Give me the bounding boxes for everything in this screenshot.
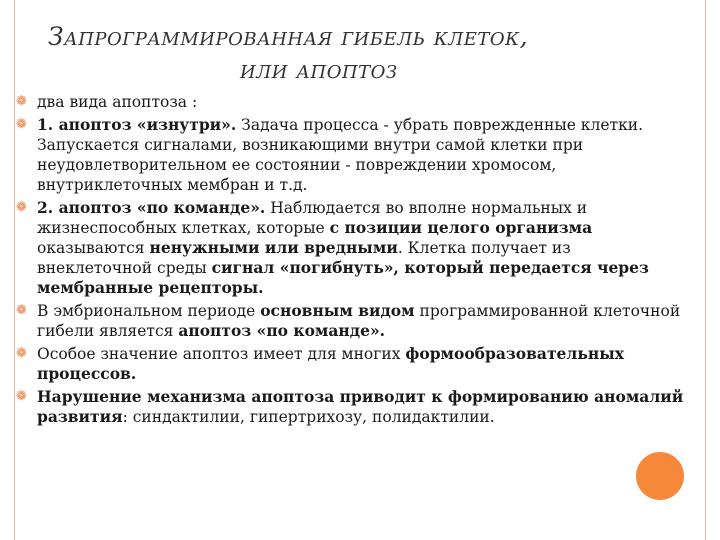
bullet-icon: ❁	[16, 200, 27, 215]
bullet-item	[16, 92, 688, 112]
bullet-icon: ❁	[16, 389, 27, 404]
bullet-item	[16, 115, 688, 195]
title-line-1: Запрограммированная гибель клеток,	[48, 22, 529, 51]
bullet-text	[37, 301, 688, 341]
bullet-text	[37, 92, 688, 112]
bullet-icon: ❁	[16, 303, 27, 318]
bold-segment: ненужными или вредными	[149, 238, 398, 257]
bullet-item	[16, 198, 688, 298]
bold-segment: 2. апоптоз «по команде».	[37, 198, 266, 217]
bullet-list	[16, 92, 688, 430]
bold-segment: Нарушение механизма апоптоза приводит к формированию аномалий развития	[37, 387, 684, 426]
orange-circle-decoration	[636, 452, 684, 500]
bullet-item	[16, 344, 688, 384]
bold-segment: с позиции целого организма	[329, 218, 593, 237]
text-segment: программированной клеточной гибели является	[37, 302, 681, 340]
text-segment: Задача процесса - убрать поврежденные клетки. Запускается сигналами, возникающими внутри самой клетки при неудовлетворительном ее состоянии - повреждении хромосом, внутриклеточных мембран и т.д.	[37, 116, 644, 194]
text-segment: . Клетка получает из внеклеточной среды	[37, 239, 571, 277]
bullet-text	[37, 115, 688, 195]
text-segment: Особое значение апоптоз имеет для многих	[37, 345, 406, 363]
text-segment: В эмбриональном периоде	[37, 302, 261, 320]
bold-segment: основным видом	[260, 301, 415, 320]
bullet-icon: ❁	[16, 346, 27, 361]
bullet-text	[37, 198, 688, 298]
bold-segment: апоптоз «по команде».	[178, 321, 386, 340]
bold-segment: 1. апоптоз «изнутри».	[37, 115, 237, 134]
right-border-rule	[705, 0, 706, 540]
left-border-rule	[14, 0, 15, 540]
text-segment: : синдактилии, гипертрихозу, полидактилии.	[122, 408, 495, 426]
title-line-2: или апоптоз	[240, 55, 398, 84]
bullet-icon: ❁	[16, 117, 27, 132]
text-segment: оказываются	[37, 239, 150, 257]
slide-title	[48, 22, 688, 84]
bullet-item	[16, 387, 688, 427]
bold-segment: сигнал «погибнуть», который передается через мембранные рецепторы.	[37, 258, 649, 297]
bold-segment: формообразовательных процессов.	[37, 344, 624, 383]
bullet-item	[16, 301, 688, 341]
text-segment: два вида апоптоза :	[37, 93, 198, 111]
text-segment: Наблюдается во вполне нормальных и жизнеспособных клетках, которые	[37, 199, 588, 237]
bullet-icon: ❁	[16, 94, 27, 109]
bullet-text	[37, 387, 688, 427]
bullet-text	[37, 344, 688, 384]
